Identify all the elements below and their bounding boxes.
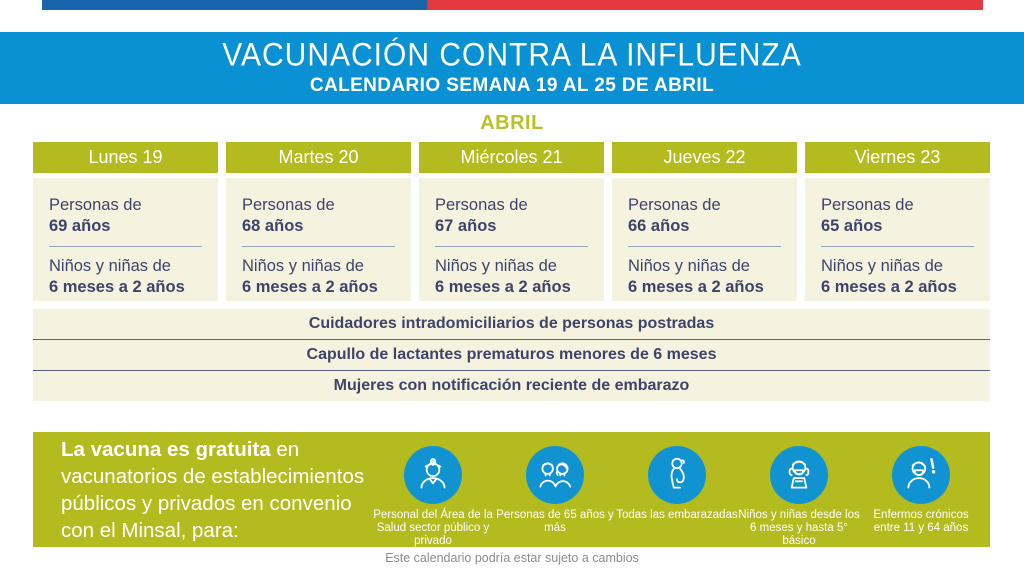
disclaimer-note: Este calendario podría estar sujeto a cambios: [385, 551, 639, 565]
extra-groups-band: [33, 309, 990, 401]
day-column-martes: [226, 142, 411, 301]
flag-blue-segment: [42, 0, 427, 10]
day-column-viernes: [805, 142, 990, 301]
extra-group-row: Mujeres con notificación reciente de embarazo: [33, 370, 990, 401]
month-label: ABRIL: [480, 112, 544, 134]
chronic-patient-icon: [892, 446, 950, 504]
seniors-icon: [526, 446, 584, 504]
target-group-label: Niños y niñas desde los 6 meses y hasta 5° básico: [738, 509, 860, 547]
target-group-label: Enfermos crónicos entre 11 y 64 años: [873, 509, 969, 534]
group-text-bold: 6 meses a 2 años: [242, 278, 378, 296]
group-text-bold: 67 años: [435, 217, 497, 235]
day-header: Lunes 19: [33, 142, 218, 173]
group-text: Personas de: [49, 196, 142, 214]
group-text: Niños y niñas de: [435, 257, 557, 275]
target-group-pregnant: [616, 446, 738, 547]
group-text: Personas de: [821, 196, 914, 214]
target-group-chronic: [860, 446, 982, 547]
school-girl-icon: [770, 446, 828, 504]
target-groups: [372, 432, 990, 547]
group-text: Niños y niñas de: [628, 257, 750, 275]
health-worker-icon: [404, 446, 462, 504]
day-column-jueves: [612, 142, 797, 301]
extra-group-row: Cuidadores intradomiciliarios de personas postradas: [308, 315, 715, 332]
group-text-bold: 66 años: [628, 217, 690, 235]
title-banner: [0, 32, 1024, 104]
group-text: Personas de: [435, 196, 528, 214]
target-group-seniors: [494, 446, 616, 547]
group-text-bold: 65 años: [821, 217, 883, 235]
pregnant-woman-icon: [648, 446, 706, 504]
free-vaccine-band: [33, 432, 990, 547]
day-header: Martes 20: [226, 142, 411, 173]
day-card: [419, 178, 604, 301]
group-text: Personas de: [628, 196, 721, 214]
calendar-grid: [33, 142, 990, 301]
card-divider: [242, 246, 395, 247]
target-group-label: Personal del Área de la Salud sector público y privado: [373, 509, 493, 547]
card-divider: [821, 246, 974, 247]
flag-red-segment: [427, 0, 983, 10]
day-card: [33, 178, 218, 301]
target-group-label: Todas las embarazadas: [616, 509, 738, 521]
target-group-health-staff: [372, 446, 494, 547]
group-text-bold: 6 meses a 2 años: [49, 278, 185, 296]
free-vaccine-text: [61, 432, 372, 547]
group-text: Niños y niñas de: [242, 257, 364, 275]
day-header: Jueves 22: [612, 142, 797, 173]
group-text: Personas de: [242, 196, 335, 214]
group-text: Niños y niñas de: [821, 257, 943, 275]
day-column-miercoles: [419, 142, 604, 301]
card-divider: [49, 246, 202, 247]
group-text: Niños y niñas de: [49, 257, 171, 275]
day-card: [805, 178, 990, 301]
target-group-label: Personas de 65 años y más: [496, 509, 614, 534]
group-text-bold: 68 años: [242, 217, 304, 235]
free-vaccine-bold: La vacuna es gratuita: [61, 437, 271, 461]
group-text-bold: 69 años: [49, 217, 111, 235]
day-column-lunes: [33, 142, 218, 301]
card-divider: [628, 246, 781, 247]
group-text-bold: 6 meses a 2 años: [821, 278, 957, 296]
chile-flag-bar: [42, 0, 983, 10]
day-header: Viernes 23: [805, 142, 990, 173]
free-vaccine-rest: en vacunatorios de establecimientos públicos y privados en convenio con el Minsal, para:: [61, 437, 365, 542]
card-divider: [435, 246, 588, 247]
day-header: Miércoles 21: [419, 142, 604, 173]
group-text-bold: 6 meses a 2 años: [435, 278, 571, 296]
group-text-bold: 6 meses a 2 años: [628, 278, 764, 296]
day-card: [226, 178, 411, 301]
day-card: [612, 178, 797, 301]
poster-subtitle: CALENDARIO SEMANA 19 AL 25 DE ABRIL: [309, 75, 715, 96]
poster-title: VACUNACIÓN CONTRA LA INFLUENZA: [222, 37, 802, 74]
extra-group-row: Capullo de lactantes prematuros menores de 6 meses: [33, 339, 990, 370]
target-group-children: [738, 446, 860, 547]
